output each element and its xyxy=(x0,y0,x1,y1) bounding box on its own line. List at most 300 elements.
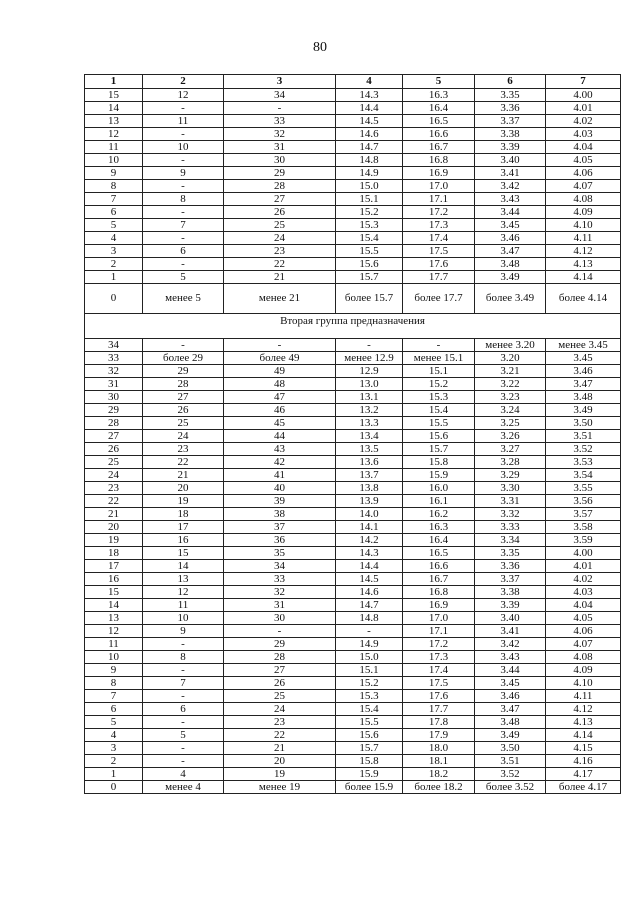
table-cell: 43 xyxy=(224,443,336,456)
table-cell: 13 xyxy=(143,573,224,586)
table-cell: 4.07 xyxy=(546,638,621,651)
table-cell: 3.49 xyxy=(475,271,546,284)
table-cell: 3.49 xyxy=(475,729,546,742)
table-cell: 25 xyxy=(85,456,143,469)
table-cell: 1 xyxy=(85,768,143,781)
table-cell: 17.3 xyxy=(403,219,475,232)
header-row xyxy=(85,75,621,89)
table-cell: 17.4 xyxy=(403,232,475,245)
table-cell: 20 xyxy=(224,755,336,768)
table-cell: - xyxy=(143,339,224,352)
table-cell: более 15.9 xyxy=(336,781,403,794)
table-cell: 16.8 xyxy=(403,586,475,599)
group-title: Вторая группа предназначения xyxy=(85,314,621,339)
table-cell: - xyxy=(143,664,224,677)
table-cell: 16.4 xyxy=(403,534,475,547)
table-cell: 5 xyxy=(143,271,224,284)
table-cell: 36 xyxy=(224,534,336,547)
table-cell: - xyxy=(143,232,224,245)
page-number: 80 xyxy=(313,40,327,55)
table-cell: 17.3 xyxy=(403,651,475,664)
table-cell: 29 xyxy=(143,365,224,378)
table-cell: 12 xyxy=(85,128,143,141)
table-cell: 3.32 xyxy=(475,508,546,521)
table-cell: 18 xyxy=(143,508,224,521)
table-cell: 15 xyxy=(85,586,143,599)
header-cell: 1 xyxy=(85,75,143,89)
table-cell: 16.0 xyxy=(403,482,475,495)
table-cell: 15.2 xyxy=(403,378,475,391)
table-cell: 14 xyxy=(85,102,143,115)
table-cell: 4.11 xyxy=(546,232,621,245)
table-cell: 13.0 xyxy=(336,378,403,391)
table-cell: 17.8 xyxy=(403,716,475,729)
table-row xyxy=(85,755,621,768)
table-cell: 16.5 xyxy=(403,547,475,560)
table-cell: 15.0 xyxy=(336,180,403,193)
table-cell: 3.48 xyxy=(546,391,621,404)
table-cell: 4.12 xyxy=(546,703,621,716)
table-cell: 2 xyxy=(85,258,143,271)
table-cell: 32 xyxy=(85,365,143,378)
table-cell: - xyxy=(224,339,336,352)
table-cell: 5 xyxy=(85,716,143,729)
table-cell: 7 xyxy=(143,677,224,690)
table-cell: 11 xyxy=(143,115,224,128)
table-cell: 14.5 xyxy=(336,573,403,586)
table-cell: 15.7 xyxy=(336,271,403,284)
table-cell: менее 19 xyxy=(224,781,336,794)
table-cell: 1 xyxy=(85,271,143,284)
table-cell: 16.6 xyxy=(403,128,475,141)
table-cell: 44 xyxy=(224,430,336,443)
table-cell: - xyxy=(224,102,336,115)
table-row xyxy=(85,521,621,534)
table-cell: 42 xyxy=(224,456,336,469)
table-cell: - xyxy=(143,258,224,271)
table-cell: - xyxy=(143,742,224,755)
table-cell: 15.3 xyxy=(336,219,403,232)
table-row xyxy=(85,599,621,612)
table-cell: 15.1 xyxy=(403,365,475,378)
table-cell: 24 xyxy=(143,430,224,443)
table-cell: 11 xyxy=(85,638,143,651)
table-row xyxy=(85,508,621,521)
table-cell: 10 xyxy=(143,141,224,154)
table-cell: 3.43 xyxy=(475,651,546,664)
table-cell: 14.7 xyxy=(336,141,403,154)
table-cell: 17.1 xyxy=(403,625,475,638)
table-cell: 15.5 xyxy=(336,716,403,729)
table-cell: - xyxy=(143,755,224,768)
table-cell: 3.38 xyxy=(475,128,546,141)
table-cell: 12 xyxy=(143,89,224,102)
table-cell: 12.9 xyxy=(336,365,403,378)
table-cell: 4.00 xyxy=(546,547,621,560)
table-cell: 25 xyxy=(224,690,336,703)
table-cell: 3.45 xyxy=(475,219,546,232)
table-cell: 17.1 xyxy=(403,193,475,206)
table-cell: 14.4 xyxy=(336,102,403,115)
table-cell: 14.9 xyxy=(336,167,403,180)
table-cell: 13.3 xyxy=(336,417,403,430)
table-cell: 24 xyxy=(224,703,336,716)
table-cell: 24 xyxy=(85,469,143,482)
table-cell: 13.8 xyxy=(336,482,403,495)
table-cell: менее 21 xyxy=(224,284,336,314)
table-cell: - xyxy=(336,339,403,352)
table-row xyxy=(85,612,621,625)
table-cell: менее 3.45 xyxy=(546,339,621,352)
table-cell: 6 xyxy=(85,703,143,716)
table-cell: 6 xyxy=(143,703,224,716)
table-row xyxy=(85,141,621,154)
table-cell: 17.5 xyxy=(403,677,475,690)
table-cell: 17.6 xyxy=(403,258,475,271)
table-cell: 13.1 xyxy=(336,391,403,404)
table-cell: 7 xyxy=(85,690,143,703)
table-row xyxy=(85,482,621,495)
table-cell: 15.9 xyxy=(336,768,403,781)
table-cell: 3.52 xyxy=(475,768,546,781)
table-cell: 31 xyxy=(224,141,336,154)
table-row xyxy=(85,391,621,404)
table-cell: - xyxy=(143,690,224,703)
table-cell: 3.50 xyxy=(546,417,621,430)
table-row xyxy=(85,495,621,508)
table-cell: 14.1 xyxy=(336,521,403,534)
table-cell: 15.5 xyxy=(336,245,403,258)
table-cell: 15.5 xyxy=(403,417,475,430)
table-cell: 16.4 xyxy=(403,102,475,115)
table-cell: 16.9 xyxy=(403,599,475,612)
table-cell: 3.47 xyxy=(546,378,621,391)
table-cell: 13.4 xyxy=(336,430,403,443)
table-row xyxy=(85,456,621,469)
table-cell: 4.11 xyxy=(546,690,621,703)
table-cell: 32 xyxy=(224,586,336,599)
table-row xyxy=(85,781,621,794)
table-cell: 18.1 xyxy=(403,755,475,768)
header-cell: 7 xyxy=(546,75,621,89)
table-cell: 3.46 xyxy=(475,232,546,245)
table-cell: 14.8 xyxy=(336,154,403,167)
table-cell: 27 xyxy=(224,193,336,206)
table-cell: 26 xyxy=(224,677,336,690)
table-cell: 14.4 xyxy=(336,560,403,573)
table-cell: 16.5 xyxy=(403,115,475,128)
table-row xyxy=(85,102,621,115)
table-cell: 3.55 xyxy=(546,482,621,495)
table-cell: 15.4 xyxy=(336,703,403,716)
table-cell: 3.31 xyxy=(475,495,546,508)
table-cell: - xyxy=(224,625,336,638)
table-cell: 3.50 xyxy=(475,742,546,755)
table-cell: 6 xyxy=(143,245,224,258)
table-cell: 3.41 xyxy=(475,167,546,180)
table-cell: 15.3 xyxy=(403,391,475,404)
table-row xyxy=(85,352,621,365)
table-cell: 15.9 xyxy=(403,469,475,482)
table-cell: 0 xyxy=(85,284,143,314)
table-cell: 13.5 xyxy=(336,443,403,456)
table-row xyxy=(85,651,621,664)
table-row xyxy=(85,378,621,391)
table-cell: 15.1 xyxy=(336,664,403,677)
table-cell: 4.13 xyxy=(546,258,621,271)
table-cell: 22 xyxy=(143,456,224,469)
table-cell: 29 xyxy=(224,638,336,651)
table-cell: 3.44 xyxy=(475,206,546,219)
table-cell: 0 xyxy=(85,781,143,794)
table-cell: 15.0 xyxy=(336,651,403,664)
table-cell: 8 xyxy=(85,180,143,193)
table-cell: 31 xyxy=(224,599,336,612)
group-heading-row xyxy=(85,314,621,339)
table-cell: 14.2 xyxy=(336,534,403,547)
table-row xyxy=(85,365,621,378)
table-cell: 15.8 xyxy=(336,755,403,768)
table-cell: 10 xyxy=(85,651,143,664)
table-cell: 32 xyxy=(224,128,336,141)
table-cell: 14.3 xyxy=(336,89,403,102)
table-cell: более 4.14 xyxy=(546,284,621,314)
table-cell: - xyxy=(143,716,224,729)
table-cell: 4.10 xyxy=(546,219,621,232)
table-row xyxy=(85,206,621,219)
table-row-zero xyxy=(85,284,621,314)
table-cell: 4.06 xyxy=(546,625,621,638)
table-cell: 19 xyxy=(143,495,224,508)
table-cell: 26 xyxy=(143,404,224,417)
table-cell: 12 xyxy=(143,586,224,599)
table-cell: 3.37 xyxy=(475,573,546,586)
table-cell: 3.26 xyxy=(475,430,546,443)
table-row xyxy=(85,430,621,443)
table-row xyxy=(85,586,621,599)
table-cell: 3.35 xyxy=(475,89,546,102)
table-row xyxy=(85,443,621,456)
table-row xyxy=(85,180,621,193)
table-cell: более 18.2 xyxy=(403,781,475,794)
table-cell: менее 12.9 xyxy=(336,352,403,365)
table-cell: 3.42 xyxy=(475,638,546,651)
table-cell: менее 4 xyxy=(143,781,224,794)
table-cell: 4.03 xyxy=(546,128,621,141)
table-cell: 17.2 xyxy=(403,206,475,219)
table-cell: 4 xyxy=(85,232,143,245)
table-body xyxy=(85,75,621,794)
table-cell: 3.56 xyxy=(546,495,621,508)
table-cell: 4.02 xyxy=(546,573,621,586)
table-cell: 9 xyxy=(85,664,143,677)
table-cell: 15.7 xyxy=(336,742,403,755)
table-cell: более 4.17 xyxy=(546,781,621,794)
table-cell: более 15.7 xyxy=(336,284,403,314)
table-cell: 3.34 xyxy=(475,534,546,547)
table-cell: 19 xyxy=(224,768,336,781)
table-cell: 4.01 xyxy=(546,560,621,573)
table-cell: 3.39 xyxy=(475,599,546,612)
table-cell: 3.48 xyxy=(475,258,546,271)
table-cell: 4.12 xyxy=(546,245,621,258)
table-cell: 15.7 xyxy=(403,443,475,456)
table-cell: 17.7 xyxy=(403,271,475,284)
table-cell: - xyxy=(143,206,224,219)
table-cell: 14.6 xyxy=(336,128,403,141)
table-row xyxy=(85,664,621,677)
table-cell: 20 xyxy=(143,482,224,495)
table-cell: 18.0 xyxy=(403,742,475,755)
table-cell: 25 xyxy=(143,417,224,430)
table-cell: 10 xyxy=(143,612,224,625)
table-cell: 4.16 xyxy=(546,755,621,768)
table-cell: 21 xyxy=(224,271,336,284)
table-cell: 3.43 xyxy=(475,193,546,206)
table-cell: 6 xyxy=(85,206,143,219)
table-cell: 30 xyxy=(224,154,336,167)
table-row xyxy=(85,232,621,245)
table-cell: 11 xyxy=(85,141,143,154)
table-cell: 35 xyxy=(224,547,336,560)
table-cell: 28 xyxy=(224,651,336,664)
table-cell: 40 xyxy=(224,482,336,495)
table-cell: 30 xyxy=(85,391,143,404)
table-cell: 11 xyxy=(143,599,224,612)
table-row xyxy=(85,703,621,716)
table-cell: 46 xyxy=(224,404,336,417)
table-cell: 3.42 xyxy=(475,180,546,193)
table-cell: 3.20 xyxy=(475,352,546,365)
header-cell: 6 xyxy=(475,75,546,89)
table-cell: 13 xyxy=(85,115,143,128)
table-cell: 3.52 xyxy=(546,443,621,456)
table-cell: 3.41 xyxy=(475,625,546,638)
table-cell: 34 xyxy=(224,89,336,102)
table-row xyxy=(85,193,621,206)
table-cell: 4.09 xyxy=(546,206,621,219)
table-cell: 3.58 xyxy=(546,521,621,534)
table-cell: 23 xyxy=(143,443,224,456)
table-cell: 4.13 xyxy=(546,716,621,729)
table-cell: 3.36 xyxy=(475,560,546,573)
table-cell: 30 xyxy=(224,612,336,625)
table-cell: более 49 xyxy=(224,352,336,365)
table-cell: 16.7 xyxy=(403,141,475,154)
table-cell: 37 xyxy=(224,521,336,534)
table-cell: 41 xyxy=(224,469,336,482)
table-cell: 13.6 xyxy=(336,456,403,469)
table-cell: более 29 xyxy=(143,352,224,365)
table-cell: 13.7 xyxy=(336,469,403,482)
table-cell: 17.0 xyxy=(403,612,475,625)
table-cell: 4.15 xyxy=(546,742,621,755)
table-cell: 27 xyxy=(224,664,336,677)
table-cell: 3.37 xyxy=(475,115,546,128)
table-cell: 4.00 xyxy=(546,89,621,102)
table-cell: 3.45 xyxy=(475,677,546,690)
table-cell: 13.9 xyxy=(336,495,403,508)
header-cell: 3 xyxy=(224,75,336,89)
table-cell: 3.54 xyxy=(546,469,621,482)
table-cell: 15.6 xyxy=(336,729,403,742)
table-cell: 4.05 xyxy=(546,612,621,625)
table-cell: 3.44 xyxy=(475,664,546,677)
table-cell: менее 15.1 xyxy=(403,352,475,365)
table-cell: 15.4 xyxy=(403,404,475,417)
table-cell: 3.51 xyxy=(475,755,546,768)
table-cell: 9 xyxy=(143,167,224,180)
table-cell: 28 xyxy=(143,378,224,391)
table-cell: 3.35 xyxy=(475,547,546,560)
table-cell: 21 xyxy=(143,469,224,482)
table-cell: 3.38 xyxy=(475,586,546,599)
table-cell: 3.47 xyxy=(475,703,546,716)
table-cell: 4.08 xyxy=(546,651,621,664)
table-cell: 4.17 xyxy=(546,768,621,781)
table-cell: 4.04 xyxy=(546,141,621,154)
table-row xyxy=(85,339,621,352)
table-cell: 3.48 xyxy=(475,716,546,729)
table-row xyxy=(85,258,621,271)
table-cell: менее 5 xyxy=(143,284,224,314)
table-cell: 15.8 xyxy=(403,456,475,469)
table-cell: 14.8 xyxy=(336,612,403,625)
table-row xyxy=(85,469,621,482)
table-cell: 16.9 xyxy=(403,167,475,180)
table-cell: 3.21 xyxy=(475,365,546,378)
table-row xyxy=(85,154,621,167)
table-cell: - xyxy=(336,625,403,638)
table-cell: 16.2 xyxy=(403,508,475,521)
table-cell: 4.14 xyxy=(546,271,621,284)
table-row xyxy=(85,89,621,102)
table-cell: 17.6 xyxy=(403,690,475,703)
table-cell: 49 xyxy=(224,365,336,378)
table-row xyxy=(85,625,621,638)
table-cell: 14.7 xyxy=(336,599,403,612)
table-cell: 4.02 xyxy=(546,115,621,128)
table-cell: 48 xyxy=(224,378,336,391)
table-cell: 16 xyxy=(85,573,143,586)
table-row xyxy=(85,638,621,651)
table-row xyxy=(85,219,621,232)
table-cell: 4.08 xyxy=(546,193,621,206)
table-cell: 39 xyxy=(224,495,336,508)
table-cell: 3.24 xyxy=(475,404,546,417)
table-cell: 3.36 xyxy=(475,102,546,115)
table-cell: 34 xyxy=(85,339,143,352)
table-row xyxy=(85,716,621,729)
table-cell: 3.33 xyxy=(475,521,546,534)
table-row xyxy=(85,404,621,417)
table-row xyxy=(85,742,621,755)
table-cell: 16.3 xyxy=(403,521,475,534)
table-cell: 2 xyxy=(85,755,143,768)
table-cell: - xyxy=(143,128,224,141)
table-row xyxy=(85,128,621,141)
table-cell: 3.29 xyxy=(475,469,546,482)
table-row xyxy=(85,245,621,258)
norms-table xyxy=(84,74,621,794)
table-cell: 3.45 xyxy=(546,352,621,365)
table-row xyxy=(85,417,621,430)
table-cell: 3 xyxy=(85,742,143,755)
table-cell: 4.04 xyxy=(546,599,621,612)
table-cell: 15.6 xyxy=(403,430,475,443)
header-cell: 5 xyxy=(403,75,475,89)
table-row xyxy=(85,167,621,180)
